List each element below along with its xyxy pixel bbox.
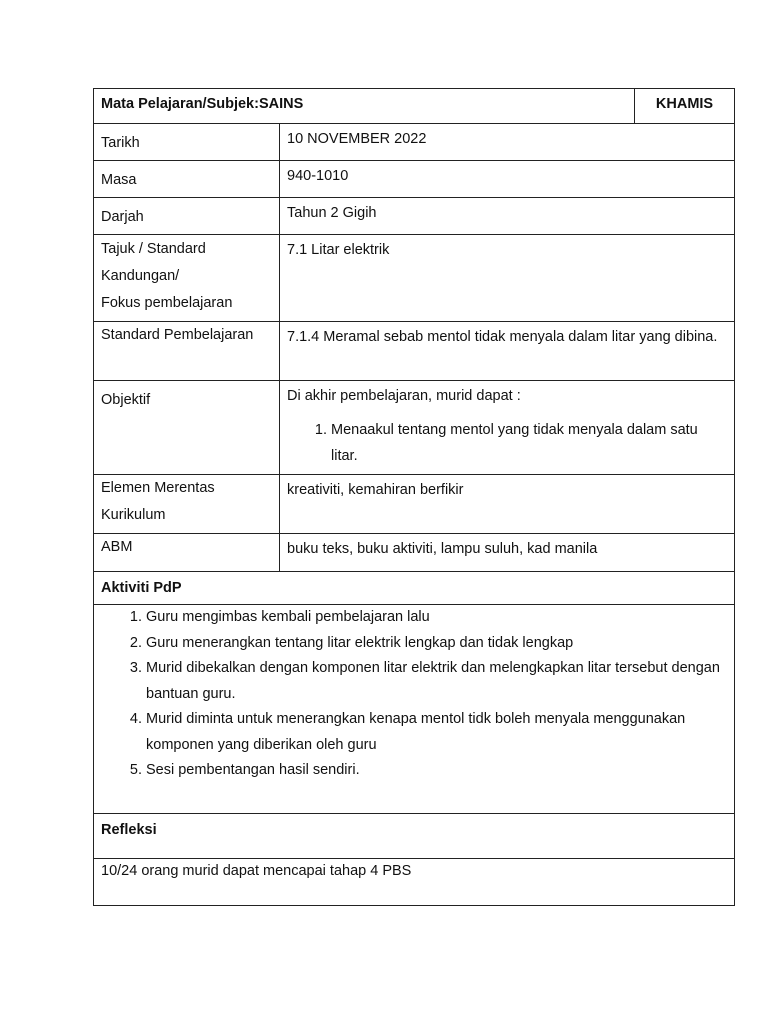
aktiviti-cell (94, 605, 735, 814)
objektif-list (287, 417, 728, 469)
row-refleksi-title (94, 814, 735, 859)
subject-title: Mata Pelajaran/Subjek:SAINS (94, 89, 635, 124)
darjah-label: Darjah (94, 198, 280, 235)
row-objektif (94, 381, 735, 475)
elemen-label-line: Elemen Merentas (101, 480, 215, 496)
masa-value: 940-1010 (280, 161, 735, 198)
tajuk-label-line: Tajuk / Standard (101, 241, 206, 257)
day-label: KHAMIS (635, 89, 735, 124)
darjah-value: Tahun 2 Gigih (280, 198, 735, 235)
row-masa (94, 161, 735, 198)
objektif-intro: Di akhir pembelajaran, murid dapat : (287, 388, 521, 404)
refleksi-text: 10/24 orang murid dapat mencapai tahap 4 PBS (94, 859, 735, 906)
abm-label: ABM (94, 534, 280, 572)
row-aktiviti-list (94, 605, 735, 814)
tajuk-label (94, 235, 280, 322)
row-tajuk (94, 235, 735, 322)
row-abm (94, 534, 735, 572)
objektif-label: Objektif (94, 381, 280, 475)
abm-value: buku teks, buku aktiviti, lampu suluh, kad manila (280, 534, 735, 572)
lesson-plan-sheet (93, 88, 734, 906)
tajuk-label-line: Kandungan/ (101, 268, 180, 284)
elemen-value: kreativiti, kemahiran berfikir (280, 475, 735, 534)
tajuk-value: 7.1 Litar elektrik (280, 235, 735, 322)
tarikh-value: 10 NOVEMBER 2022 (280, 124, 735, 161)
tarikh-label: Tarikh (94, 124, 280, 161)
row-refleksi-text (94, 859, 735, 906)
list-item: 4. Murid diminta untuk menerangkan kenapa mentol tidk boleh menyala menggunakan komponen yang diberikan oleh guru (146, 707, 724, 758)
lesson-plan-table (93, 88, 735, 906)
standard-value: 7.1.4 Meramal sebab mentol tidak menyala dalam litar yang dibina. (280, 322, 735, 381)
row-standard (94, 322, 735, 381)
masa-label: Masa (94, 161, 280, 198)
row-tarikh (94, 124, 735, 161)
list-item: 1. Guru mengimbas kembali pembelajaran lalu (146, 605, 724, 631)
elemen-label (94, 475, 280, 534)
aktiviti-list (94, 605, 734, 784)
aktiviti-title: Aktiviti PdP (94, 572, 735, 605)
list-item: 2. Guru menerangkan tentang litar elektrik lengkap dan tidak lengkap (146, 631, 724, 657)
list-item: 1. Menaakul tentang mentol yang tidak menyala dalam satu litar. (331, 417, 728, 469)
objektif-value (280, 381, 735, 475)
refleksi-title: Refleksi (94, 814, 735, 859)
row-elemen (94, 475, 735, 534)
row-darjah (94, 198, 735, 235)
tajuk-label-line: Fokus pembelajaran (101, 295, 233, 311)
header-row (94, 89, 735, 124)
list-item: 5. Sesi pembentangan hasil sendiri. (146, 758, 724, 784)
row-aktiviti-title (94, 572, 735, 605)
elemen-label-line: Kurikulum (101, 507, 166, 523)
standard-label: Standard Pembelajaran (94, 322, 280, 381)
list-item: 3. Murid dibekalkan dengan komponen litar elektrik dan melengkapkan litar tersebut dengan bantuan guru. (146, 656, 724, 707)
